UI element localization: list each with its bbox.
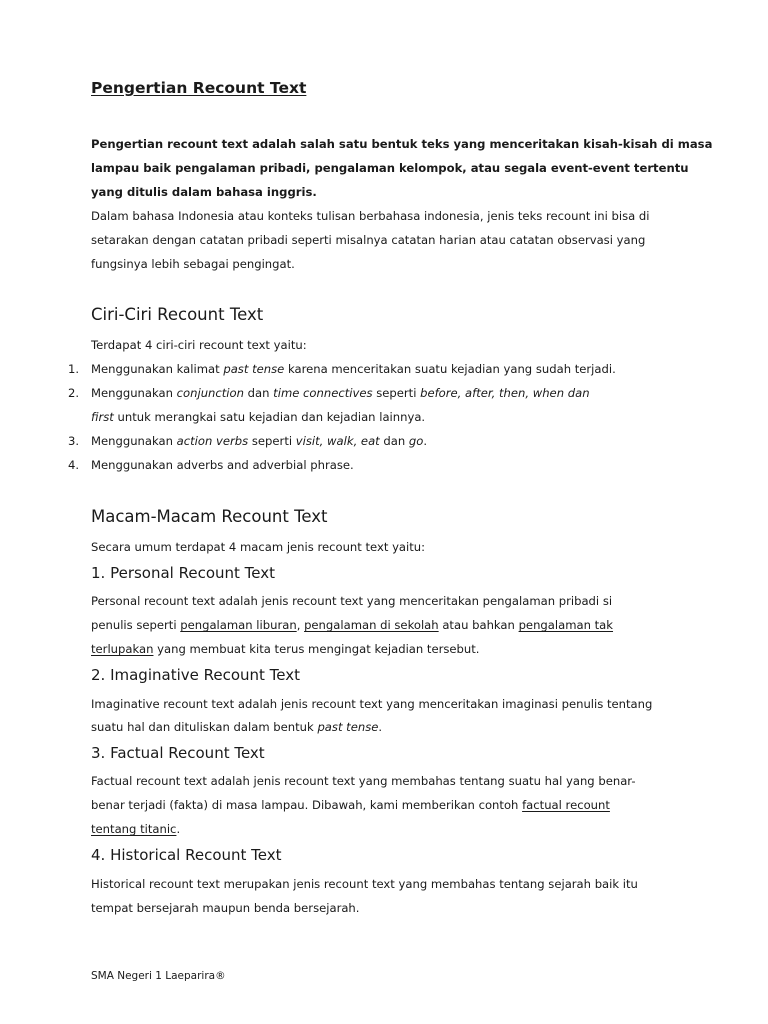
personal-line-3: terlupakan yang membuat kita terus mengingat kejadian tersebut. <box>91 642 480 656</box>
intro-plain-line-3: fungsinya lebih sebagai pengingat. <box>91 257 295 271</box>
intro-plain-line-2: setarakan dengan catatan pribadi seperti misalnya catatan harian atau catatan observasi yang <box>91 233 646 247</box>
link-pengalaman-di-sekolah[interactable]: pengalaman di sekolah <box>304 618 439 632</box>
imaginative-line-2: suatu hal dan dituliskan dalam bentuk past tense. <box>91 720 383 734</box>
macam-heading: Macam-Macam Recount Text <box>91 507 328 526</box>
ciri-item-2-continued: first untuk merangkai satu kejadian dan kejadian lainnya. <box>91 410 426 424</box>
ciri-item-3-number: 3. <box>68 434 80 448</box>
historical-line-2: tempat bersejarah maupun benda bersejarah. <box>91 901 360 915</box>
ciri-item-4-number: 4. <box>68 458 80 472</box>
personal-line-1: Personal recount text adalah jenis recount text yang menceritakan pengalaman pribadi si <box>91 594 613 608</box>
ciri-item-4: Menggunakan adverbs and adverbial phrase. <box>91 458 354 472</box>
intro-bold-line-1: Pengertian recount text adalah salah satu bentuk teks yang menceritakan kisah-kisah di masa <box>91 137 713 151</box>
ciri-item-2-number: 2. <box>68 386 80 400</box>
ciri-heading: Ciri-Ciri Recount Text <box>91 305 264 324</box>
link-pengalaman-tak-terlupakan[interactable]: pengalaman tak <box>518 618 614 632</box>
imaginative-line-1: Imaginative recount text adalah jenis recount text yang menceritakan imaginasi penulis tentang <box>91 697 653 711</box>
ciri-item-3: Menggunakan action verbs seperti visit, walk, eat dan go. <box>91 434 428 448</box>
link-pengalaman-liburan[interactable]: pengalaman liburan <box>180 618 297 632</box>
intro-plain-line-1: Dalam bahasa Indonesia atau konteks tulisan berbahasa indonesia, jenis teks recount ini bisa di <box>91 209 650 223</box>
imaginative-heading: 2. Imaginative Recount Text <box>91 666 301 684</box>
historical-line-1: Historical recount text merupakan jenis recount text yang membahas tentang sejarah baik itu <box>91 877 638 891</box>
ciri-intro: Terdapat 4 ciri-ciri recount text yaitu: <box>91 338 307 352</box>
ciri-item-1: Menggunakan kalimat past tense karena menceritakan suatu kejadian yang sudah terjadi. <box>91 362 616 376</box>
historical-heading: 4. Historical Recount Text <box>91 846 282 864</box>
factual-line-3: tentang titanic. <box>91 822 181 836</box>
ciri-item-2: Menggunakan conjunction dan time connectives seperti before, after, then, when dan <box>91 386 590 400</box>
factual-heading: 3. Factual Recount Text <box>91 744 265 762</box>
link-factual-recount[interactable]: factual recount <box>522 798 610 812</box>
page-footer: SMA Negeri 1 Laeparira® <box>91 970 226 982</box>
intro-bold-line-3: yang ditulis dalam bahasa inggris. <box>91 185 317 199</box>
macam-intro: Secara umum terdapat 4 macam jenis recount text yaitu: <box>91 540 426 554</box>
factual-line-2: benar terjadi (fakta) di masa lampau. Dibawah, kami memberikan contoh factual recount <box>91 798 610 812</box>
link-tentang-titanic[interactable]: tentang titanic <box>91 822 177 836</box>
factual-line-1: Factual recount text adalah jenis recount text yang membahas tentang suatu hal yang benar- <box>91 774 636 788</box>
link-pengalaman-tak-terlupakan-cont[interactable]: terlupakan <box>91 642 154 656</box>
intro-bold-line-2: lampau baik pengalaman pribadi, pengalaman kelompok, atau segala event-event tertentu <box>91 161 689 175</box>
ciri-item-1-number: 1. <box>68 362 80 376</box>
personal-heading: 1. Personal Recount Text <box>91 564 276 582</box>
page-title: Pengertian Recount Text <box>91 79 307 97</box>
personal-line-2: penulis seperti pengalaman liburan, pengalaman di sekolah atau bahkan pengalaman tak <box>91 618 614 632</box>
